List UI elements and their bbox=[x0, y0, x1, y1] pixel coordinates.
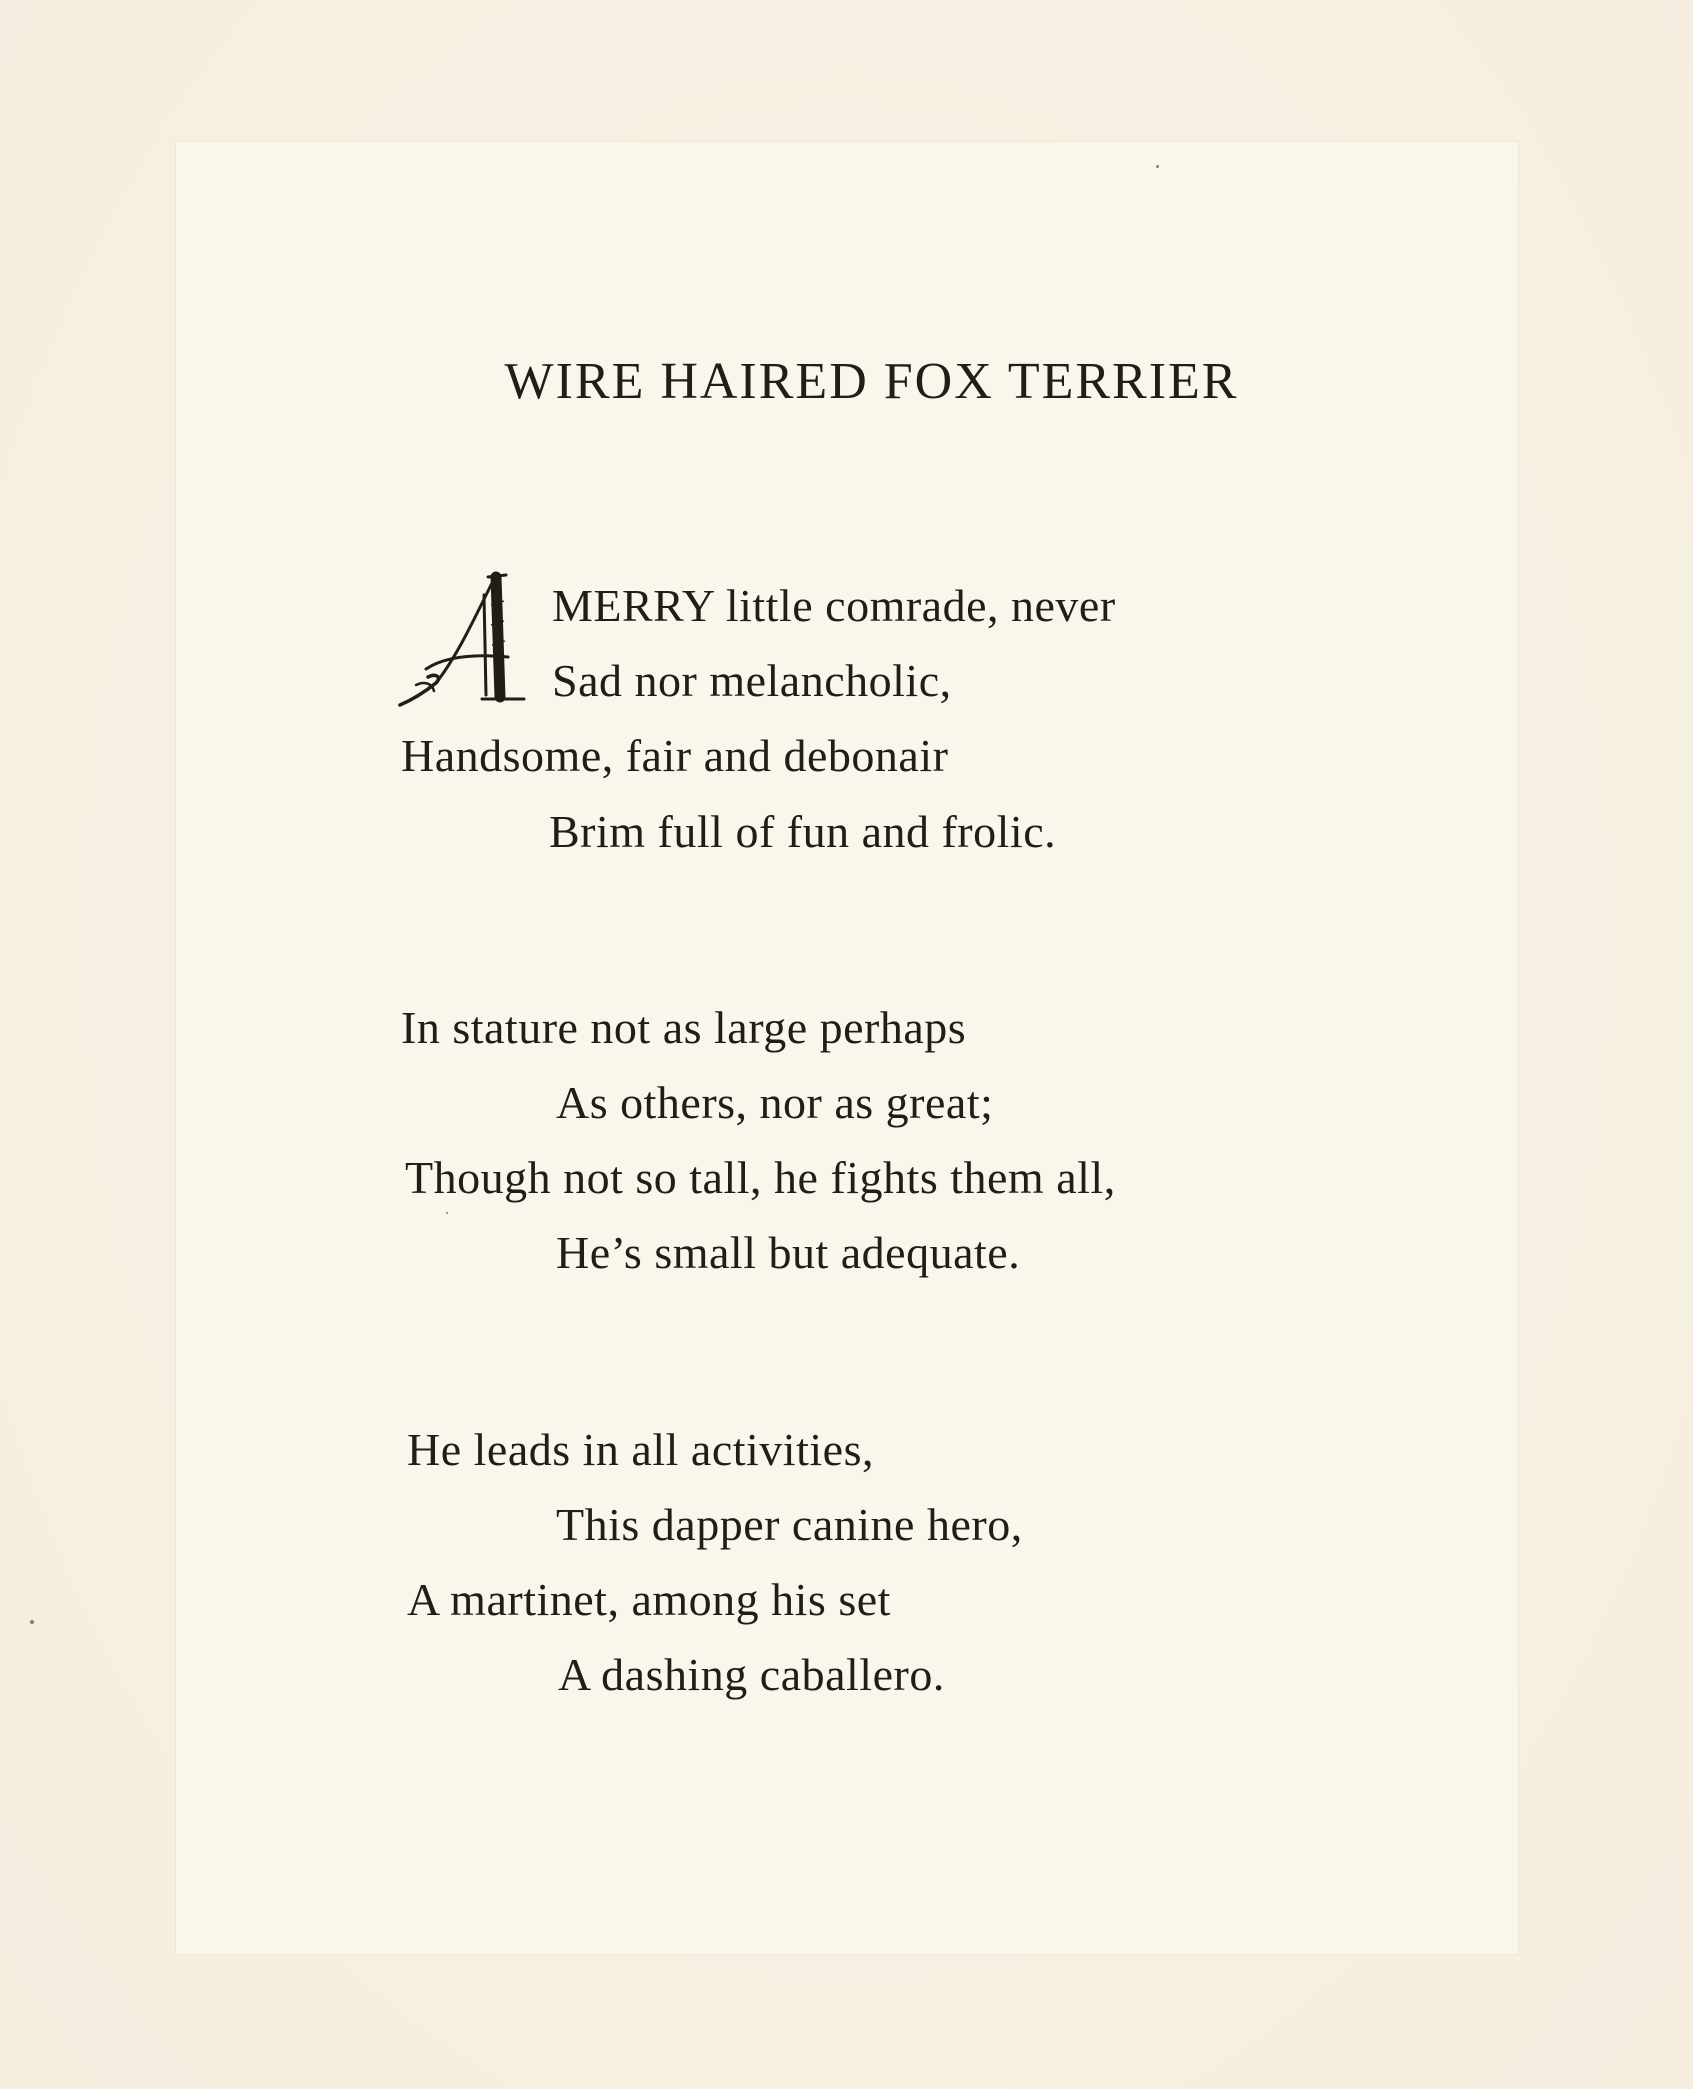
stanza3-line2: This dapper canine hero, bbox=[556, 1499, 1023, 1550]
poem-title bbox=[0, 352, 1693, 412]
paper-speck bbox=[30, 1620, 34, 1624]
stanza1-line1: MERRY little comrade, never bbox=[552, 580, 1116, 631]
stanza3-line3: A martinet, among his set bbox=[407, 1574, 891, 1625]
stanza2-line1: In stature not as large perhaps bbox=[401, 1002, 967, 1053]
stanza3-line1: He leads in all activities, bbox=[407, 1424, 874, 1475]
stanza1-line4: Brim full of fun and frolic. bbox=[549, 806, 1057, 857]
stanza2-line3: Though not so tall, he fights them all, bbox=[405, 1152, 1116, 1203]
paper-speck bbox=[446, 1212, 448, 1214]
stanza2-line2: As others, nor as great; bbox=[556, 1077, 994, 1128]
stanza2-line4: He’s small but adequate. bbox=[556, 1227, 1021, 1278]
stanza1-line3: Handsome, fair and debonair bbox=[401, 730, 949, 781]
poem-title-text: WIRE HAIRED FOX TERRIER bbox=[504, 353, 1239, 410]
drop-cap-letter bbox=[396, 565, 546, 715]
stanza1-line2: Sad nor melancholic, bbox=[552, 655, 952, 706]
paper-speck bbox=[1156, 165, 1159, 168]
stanza3-line4: A dashing caballero. bbox=[558, 1649, 945, 1700]
